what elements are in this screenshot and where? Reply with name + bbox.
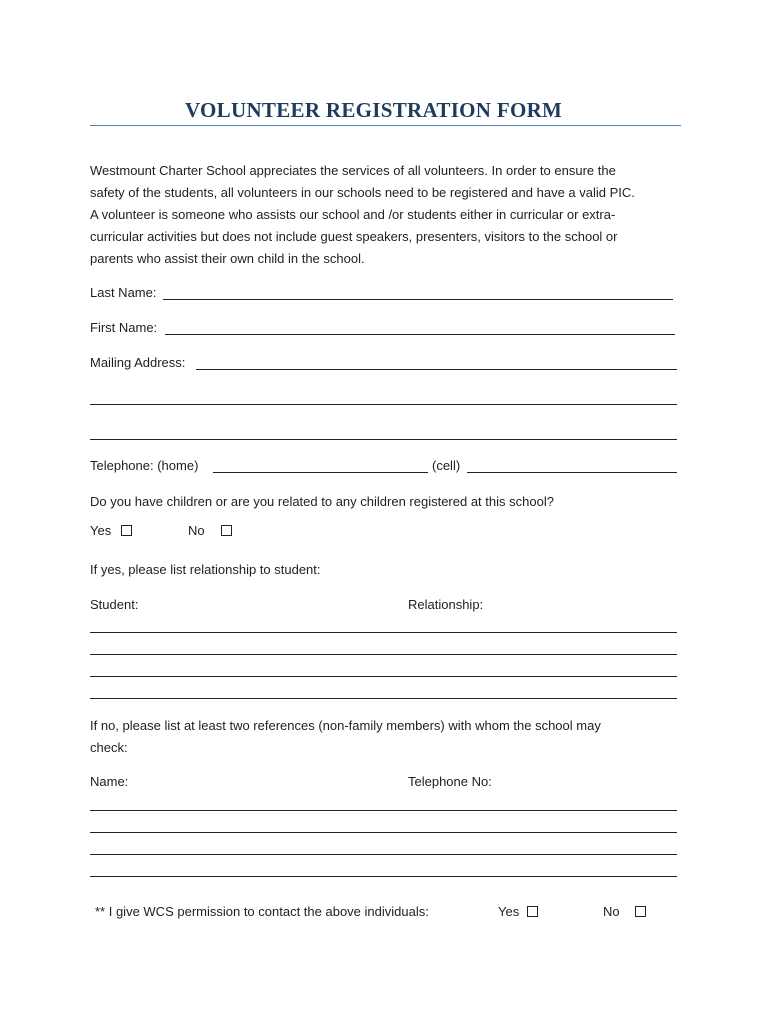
last-name-label: Last Name:	[90, 285, 157, 300]
intro-paragraph	[90, 160, 680, 270]
telephone-cell-label: (cell)	[432, 458, 461, 473]
mailing-address-line-2[interactable]	[90, 404, 677, 405]
intro-line: parents who assist their own child in the school.	[90, 251, 365, 266]
no-checkbox[interactable]	[221, 525, 232, 536]
first-name-label: First Name:	[90, 320, 158, 335]
reference-row-line[interactable]	[90, 876, 677, 877]
children-question: Do you have children or are you related to any children registered at this school?	[90, 494, 554, 509]
name-header: Name:	[90, 774, 129, 789]
children-no-option	[188, 523, 232, 539]
references-prompt-line2: check:	[90, 740, 128, 755]
intro-line: A volunteer is someone who assists our school and /or students either in curricular or extra-	[90, 207, 616, 222]
permission-yes-option	[498, 904, 538, 920]
reference-row-line[interactable]	[90, 854, 677, 855]
telephone-home-field[interactable]	[213, 472, 428, 473]
relationship-header: Relationship:	[408, 597, 484, 612]
mailing-address-line-3[interactable]	[90, 439, 677, 440]
yes-label: Yes	[90, 523, 112, 538]
student-header: Student:	[90, 597, 139, 612]
references-prompt-line1: If no, please list at least two references (non-family members) with whom the school may	[90, 718, 601, 733]
yes-checkbox[interactable]	[121, 525, 132, 536]
no-label: No	[188, 523, 205, 538]
relationship-row-line[interactable]	[90, 676, 677, 677]
telephone-home-label: Telephone: (home)	[90, 458, 199, 473]
relationship-prompt: If yes, please list relationship to student:	[90, 562, 321, 577]
last-name-field[interactable]	[163, 299, 673, 300]
title-underline	[90, 125, 681, 126]
telephone-cell-field[interactable]	[467, 472, 677, 473]
permission-no-label: No	[603, 904, 620, 919]
intro-line: safety of the students, all volunteers in our schools need to be registered and have a valid PIC.	[90, 185, 635, 200]
form-title: VOLUNTEER REGISTRATION FORM	[185, 98, 563, 122]
relationship-row-line[interactable]	[90, 632, 677, 633]
reference-row-line[interactable]	[90, 810, 677, 811]
relationship-row-line[interactable]	[90, 654, 677, 655]
first-name-field[interactable]	[165, 334, 675, 335]
permission-text: ** I give WCS permission to contact the above individuals:	[95, 904, 429, 919]
intro-line: Westmount Charter School appreciates the services of all volunteers. In order to ensure the	[90, 163, 616, 178]
mailing-address-label: Mailing Address:	[90, 355, 186, 370]
reference-row-line[interactable]	[90, 832, 677, 833]
permission-yes-checkbox[interactable]	[527, 906, 538, 917]
permission-yes-label: Yes	[498, 904, 520, 919]
intro-line: curricular activities but does not include guest speakers, presenters, visitors to the school or	[90, 229, 618, 244]
relationship-row-line[interactable]	[90, 698, 677, 699]
permission-no-checkbox[interactable]	[635, 906, 646, 917]
telephone-header: Telephone No:	[408, 774, 492, 789]
children-yes-option	[90, 523, 132, 539]
mailing-address-field[interactable]	[196, 369, 677, 370]
permission-no-option	[603, 904, 646, 920]
